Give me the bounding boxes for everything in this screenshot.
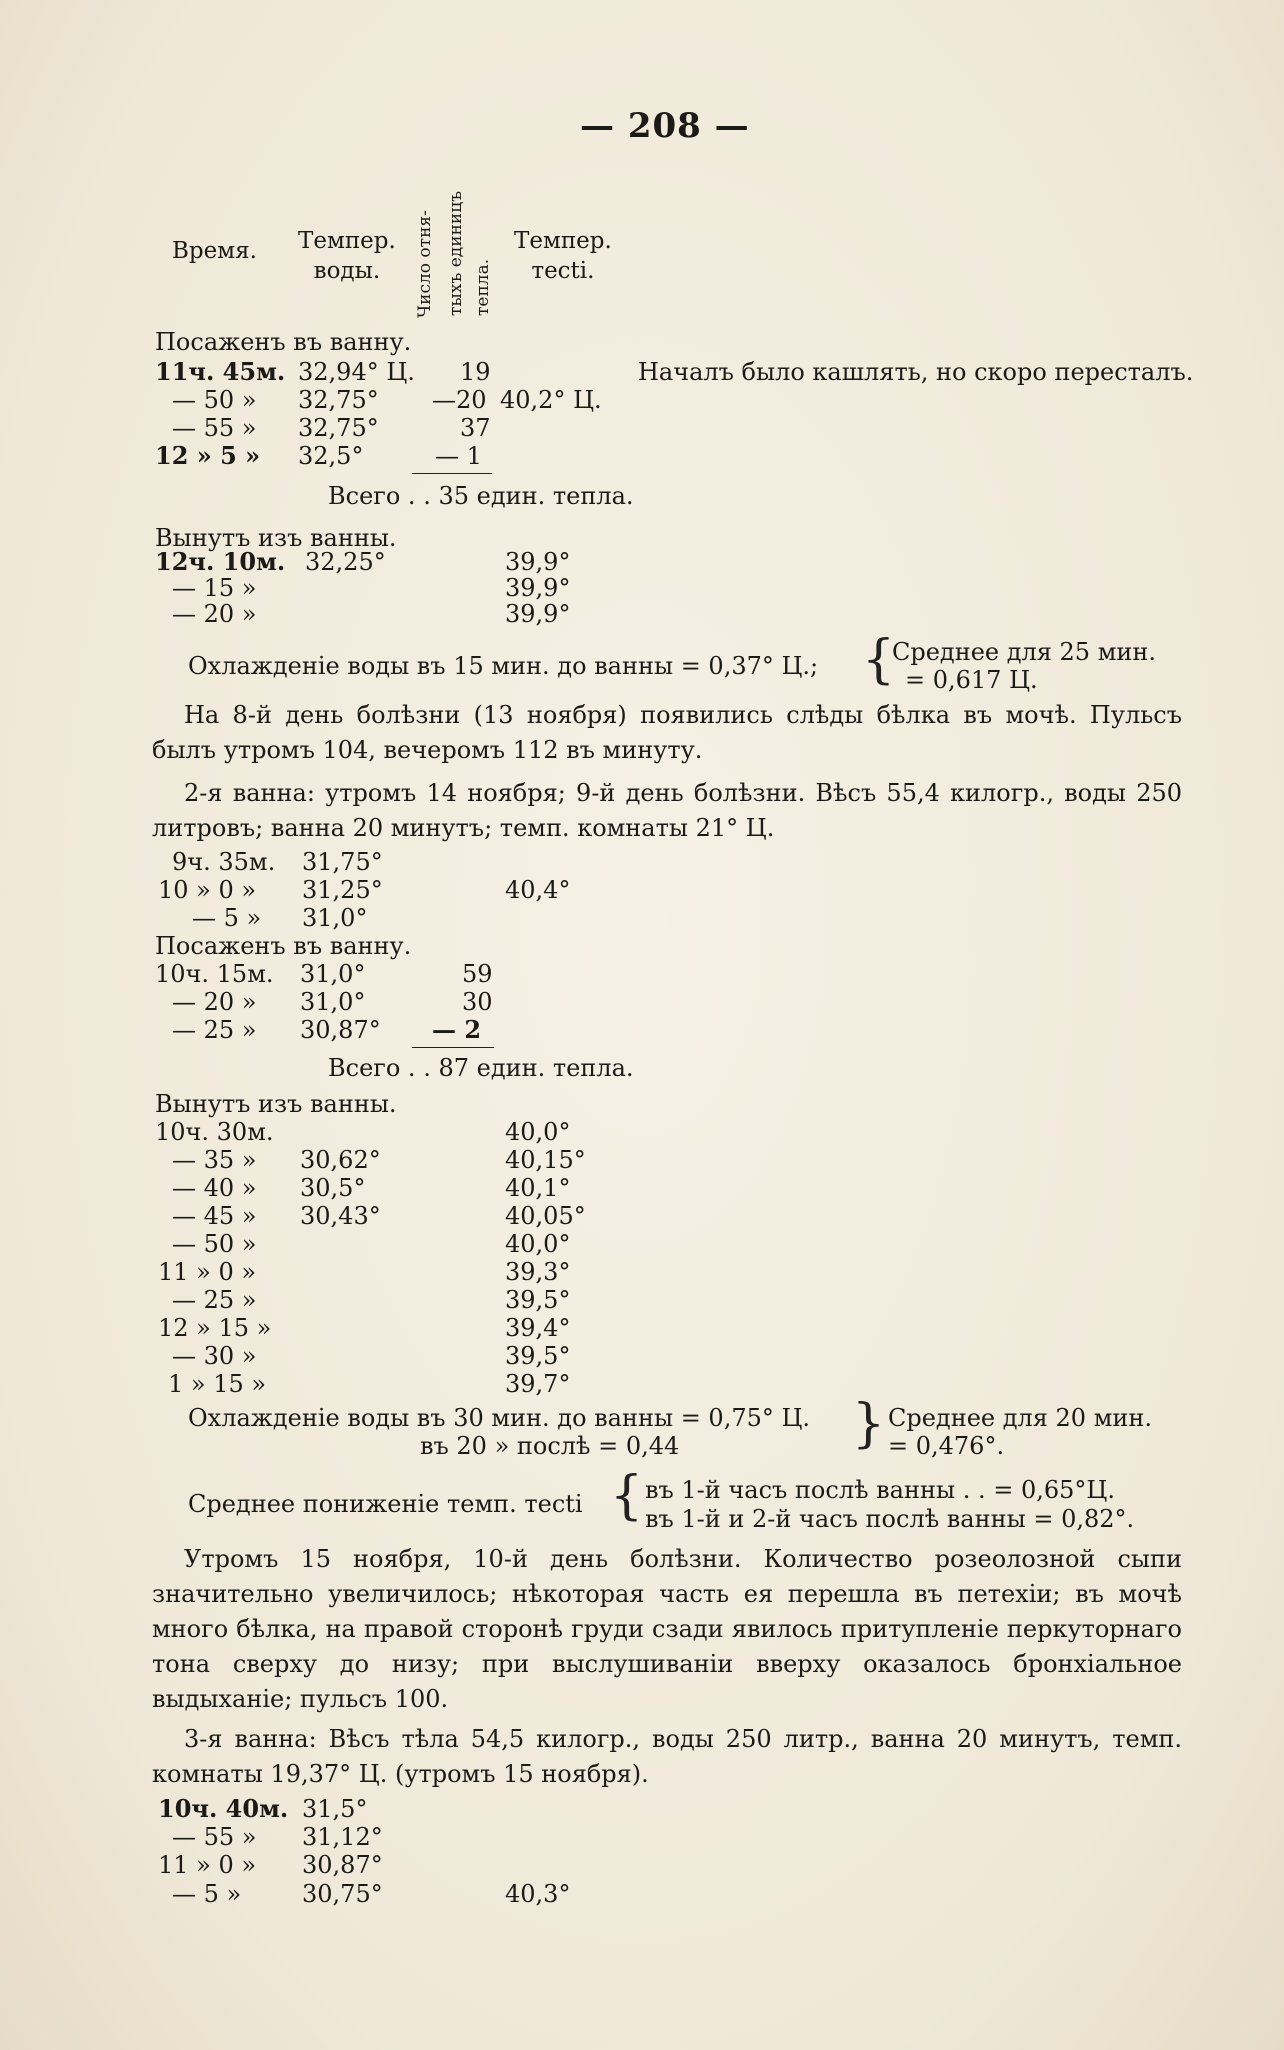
header-units-line2: тыхъ единицъ — [446, 190, 466, 316]
bath2-total: Всего . . 87 един. тепла. — [328, 1054, 634, 1082]
brace: } — [852, 1394, 886, 1454]
bath1-removed-label: Вынутъ изъ ванны. — [155, 524, 397, 552]
brace: { — [610, 1466, 644, 1526]
temp-drop-label: Среднее пониженіе темп. тесtі — [188, 1490, 583, 1518]
bath2-seated-label: Посаженъ въ ванну. — [155, 932, 412, 960]
paragraph-day8: На 8-й день болѣзни (13 ноября) появились слѣды бѣлка въ мочѣ. Пульсъ былъ утромъ 104, вечеромъ 112 въ минуту. — [152, 701, 1182, 764]
bath2-cooling-before: Охлажденіе воды въ 30 мин. до ванны = 0,75° Ц. — [188, 1404, 811, 1432]
temp-drop-two-hours: въ 1-й и 2-й часъ послѣ ванны = 0,82°. — [645, 1505, 1135, 1533]
header-units-line1: Число отня- — [415, 210, 435, 318]
bath1-average-line1: Среднее для 25 мин. — [892, 638, 1156, 666]
bath1-note: Началъ было кашлять, но скоро пересталъ. — [638, 358, 1194, 386]
bath2-average-line2: = 0,476°. — [888, 1432, 1005, 1460]
temp-drop-first-hour: въ 1-й часъ послѣ ванны . . = 0,65°Ц. — [645, 1476, 1115, 1504]
bath1-seated-label: Посаженъ въ ванну. — [155, 328, 412, 356]
bath1-average-line2: = 0,617 Ц. — [905, 666, 1038, 694]
paragraph-day10: Утромъ 15 ноября, 10-й день болѣзни. Количество розеолозной сыпи значительно увеличилось; нѣкоторая часть ея перешла въ петехіи; въ мочѣ много бѣлка, на правой сторонѣ груди сзади явилось притупленіе перкуторнаго тона сверху до низу; при выслушиваніи вверху оказалось бронхіальное выдыханіе; пульсъ 100. — [152, 1545, 1182, 1713]
brace: { — [862, 630, 896, 690]
book-page: — 208 — Время. Темпер. воды. Число отня- тыхъ единицъ тепла. Темпер. тесtі. Посаженъ въ ванну. 11ч. 45м. 32,94° Ц. 19 Началъ было кашлять, но скоро пересталъ. — 50 » 32,75° —20 40,2° Ц. — 55 » 32,75° 37 12 » 5 » 32,5° — 1 Всего . . 35 един. тепла. Вынутъ изъ ванны. 12ч. 10м. 32,25° 39,9° — 15 » 39,9° — 20 » 39,9° Охлажденіе воды въ 15 мин. до ванны = 0,37° Ц.; { Среднее для 25 мин. = 0,617 Ц. На 8-й день болѣзни (13 ноября) появились слѣды бѣлка въ мочѣ. Пульсъ былъ утромъ 104, вечеромъ 112 въ минуту. 2-я ванна: утромъ 14 ноября; 9-й день болѣзни. Вѣсъ 55,4 килогр., воды 250 литровъ; ванна 20 минутъ; темп. комнаты 21° Ц. 9ч. 35м. 31,75° 10 » 0 » 31,25° 40,4° — 5 » 31,0° Посаженъ въ ванну. 10ч. 15м. 31,0° 59 — 20 » 31,0° 30 — 25 » 30,87° — 2 Всего . . 87 един. тепла. Вынутъ изъ ванны. 10ч. 30м. 40,0° — 35 » 30,62° 40,15° — 40 » 30,5° 40,1° — 45 » 30,43° 40,05° — 50 » 40,0° 11 » 0 » 39,3° — 25 » 39,5° 12 » 15 » 39,4° — 30 » 39,5° 1 » 15 » 39,7° Охлажденіе воды въ 30 мин. до ванны = 0,75° Ц. въ 20 » послѣ = 0,44 } Среднее для 20 мин. = 0,476°. Среднее пониженіе темп. тесtі { въ 1-й часъ послѣ ванны . . = 0,65°Ц. въ 1-й и 2-й часъ послѣ ванны = 0,82°. Утромъ 15 ноября, 10-й день болѣзни. Количество розеолозной сыпи значительно увеличилось; нѣкоторая часть ея перешла въ петехіи; въ мочѣ много бѣлка, на правой сторонѣ груди сзади явилось притупленіе перкуторнаго тона сверху до низу; при выслушиваніи вверху оказалось бронхіальное выдыханіе; пульсъ 100. 3-я ванна: Вѣсъ тѣла 54,5 килогр., воды 250 литр., ванна 20 минутъ, темп. комнаты 19,37° Ц. (утромъ 15 ноября). 10ч. 40м. 31,5° — 55 » 31,12° 11 » 0 » 30,87° — 5 » 30,75° 40,3° — [0, 0, 1284, 2050]
header-time: Время. — [172, 238, 257, 264]
sum-rule — [412, 473, 492, 474]
paragraph-bath3-intro: 3-я ванна: Вѣсъ тѣла 54,5 килогр., воды 250 литр., ванна 20 минутъ, темп. комнаты 19,37° Ц. (утромъ 15 ноября). — [152, 1725, 1182, 1788]
header-water-temp: Темпер. воды. — [298, 228, 396, 284]
header-units-line3: тепла. — [473, 258, 493, 316]
bath2-average-line1: Среднее для 20 мин. — [888, 1404, 1152, 1432]
bath1-total: Всего . . 35 един. тепла. — [328, 482, 634, 510]
bath2-removed-label: Вынутъ изъ ванны. — [155, 1090, 397, 1118]
bath2-cooling-after: въ 20 » послѣ = 0,44 — [420, 1432, 680, 1460]
header-body-temp: Темпер. тесtі. — [514, 228, 612, 284]
sum-rule — [412, 1047, 494, 1048]
page-number: — 208 — — [580, 106, 750, 146]
paragraph-bath2-intro: 2-я ванна: утромъ 14 ноября; 9-й день болѣзни. Вѣсъ 55,4 килогр., воды 250 литровъ; ванна 20 минутъ; темп. комнаты 21° Ц. — [152, 779, 1182, 842]
bath1-cooling: Охлажденіе воды въ 15 мин. до ванны = 0,37° Ц.; — [188, 652, 819, 680]
